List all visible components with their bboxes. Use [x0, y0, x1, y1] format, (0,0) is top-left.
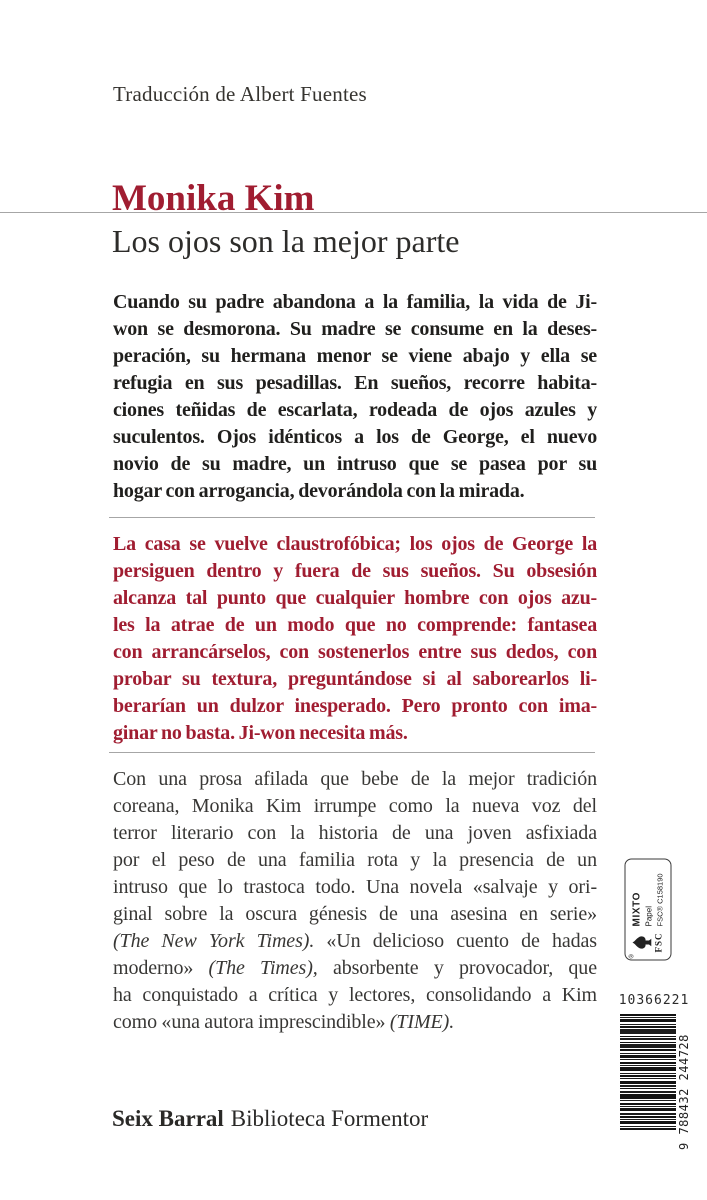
- barcode-bar: [620, 1121, 676, 1124]
- text-line: ginal sobre la oscura génesis de una asesina en serie»: [113, 903, 597, 925]
- barcode-bar: [620, 1094, 676, 1099]
- fsc-material-label: Papel: [644, 905, 653, 926]
- text-line: les la atrae de un modo que no comprende: fantasea: [113, 614, 597, 636]
- header-rule: [0, 212, 707, 213]
- barcode-bar: [620, 1019, 676, 1022]
- collection-name: Biblioteca Formentor: [230, 1106, 429, 1131]
- fsc-label-box: [624, 858, 671, 960]
- barcode-bar: [620, 1014, 676, 1016]
- barcode-bar: [620, 1065, 676, 1066]
- fsc-tree-icon: [632, 934, 652, 950]
- author-name: Monika Kim: [112, 178, 315, 219]
- text-line: terror literario con la historia de una joven asfixiada: [113, 822, 597, 844]
- barcode-bar: [620, 1036, 676, 1037]
- text-line: refugia en sus pesadillas. En sueños, recorre habita-: [113, 372, 597, 394]
- text-line: probar su textura, preguntándose si al saborearlos li-: [113, 668, 597, 690]
- text-line: Con una prosa afilada que bebe de la mejor tradición: [113, 768, 597, 790]
- barcode-bar: [620, 1106, 676, 1107]
- fsc-label: [624, 858, 671, 960]
- fsc-brand-text: FSC: [653, 931, 663, 952]
- barcode-bar: [620, 1038, 676, 1040]
- text-line: suculentos. Ojos idénticos a los de George, el nuevo: [113, 426, 597, 448]
- barcode-bar: [620, 1042, 676, 1043]
- barcode-bar: [620, 1113, 676, 1115]
- barcode-bar: [620, 1088, 676, 1089]
- barcode-bar: [620, 1067, 676, 1071]
- fsc-label-text: [631, 873, 664, 926]
- barcode-bar: [620, 1024, 676, 1025]
- barcode-bar: [620, 1100, 676, 1101]
- barcode-bar: [620, 1026, 676, 1028]
- text-line: peración, su hermana menor se viene abajo y ella se: [113, 345, 597, 367]
- barcode-bar: [620, 1085, 676, 1087]
- text-line: won se desmorona. Su madre se consume en la deses-: [113, 318, 597, 340]
- barcode-bar: [620, 1073, 676, 1074]
- separator-rule-bottom: [109, 752, 595, 753]
- isbn-barcode: [620, 1014, 692, 1154]
- text-line: hogar con arrogancia, devorándola con la mirada.: [113, 480, 525, 502]
- barcode-bar: [620, 1062, 676, 1064]
- text-line: como «una autora imprescindible» (TIME).: [113, 1011, 455, 1033]
- barcode-bars: [620, 1014, 676, 1130]
- product-code: 10366221: [618, 993, 690, 1008]
- text-line: ciones teñidas de escarlata, rodeada de ojos azules y: [113, 399, 597, 421]
- text-line: berarían un dulzor inesperado. Pero pronto con ima-: [113, 695, 597, 717]
- synopsis-paragraph-red: [113, 531, 597, 747]
- text-line: intruso que lo trastoca todo. Una novela «salvaje y ori-: [113, 876, 597, 898]
- barcode-bar: [620, 1078, 676, 1079]
- barcode-bar: [620, 1128, 676, 1130]
- text-line: coreana, Monika Kim irrumpe como la nueva voz del: [113, 795, 597, 817]
- text-line: moderno» (The Times), absorbente y provocador, que: [113, 957, 597, 979]
- fsc-certificate-number: FSC® C158190: [655, 872, 664, 926]
- barcode-bar: [620, 1055, 676, 1058]
- fsc-logo: [629, 931, 663, 958]
- text-line: ha conquistado a crítica y lectores, consolidando a Kim: [113, 984, 597, 1006]
- barcode-bar: [620, 1119, 676, 1120]
- text-line: persiguen dentro y fuera de sus sueños. Su obsesión: [113, 560, 597, 582]
- barcode-bar: [620, 1091, 676, 1093]
- barcode-bar: [620, 1126, 676, 1127]
- text-line: La casa se vuelve claustrofóbica; los ojos de George la: [113, 533, 597, 555]
- text-line: Cuando su padre abandona a la familia, la vida de Ji-: [113, 291, 597, 313]
- isbn-number-column: [676, 1014, 692, 1150]
- review-paragraph: [113, 766, 597, 1036]
- barcode-bar: [620, 1081, 676, 1084]
- barcode-bar: [620, 1103, 676, 1105]
- text-line: ginar no basta. Ji-won necesita más.: [113, 722, 408, 744]
- separator-rule-top: [109, 517, 595, 518]
- publisher-line: [112, 1106, 428, 1132]
- text-line: con arrancárselos, con sostenerlos entre sus dedos, con: [113, 641, 597, 663]
- barcode-bar: [620, 1029, 676, 1034]
- barcode-bar: [620, 1044, 676, 1048]
- barcode-bar: [620, 1049, 676, 1051]
- publisher-name: Seix Barral: [112, 1106, 224, 1131]
- barcode-bar: [620, 1017, 676, 1018]
- barcode-bar: [620, 1075, 676, 1077]
- registered-trademark-mark: ®: [629, 953, 635, 958]
- text-line: novio de su madre, un intruso que se pasea por su: [113, 453, 597, 475]
- book-title: Los ojos son la mejor parte: [112, 223, 460, 259]
- translator-credit: Traducción de Albert Fuentes: [113, 82, 367, 106]
- synopsis-paragraph-bold: [113, 289, 597, 505]
- text-line: (The New York Times). «Un delicioso cuento de hadas: [113, 930, 597, 952]
- barcode-bar: [620, 1116, 676, 1118]
- barcode-bar: [620, 1108, 676, 1111]
- fsc-type-label: MIXTO: [631, 891, 642, 926]
- isbn-number: 9 788432 244728: [677, 1034, 691, 1150]
- barcode-bar: [620, 1053, 676, 1054]
- barcode-bar: [620, 1059, 676, 1060]
- text-line: por el peso de una familia rota y la presencia de un: [113, 849, 597, 871]
- text-line: alcanza tal punto que cualquier hombre con ojos azu-: [113, 587, 597, 609]
